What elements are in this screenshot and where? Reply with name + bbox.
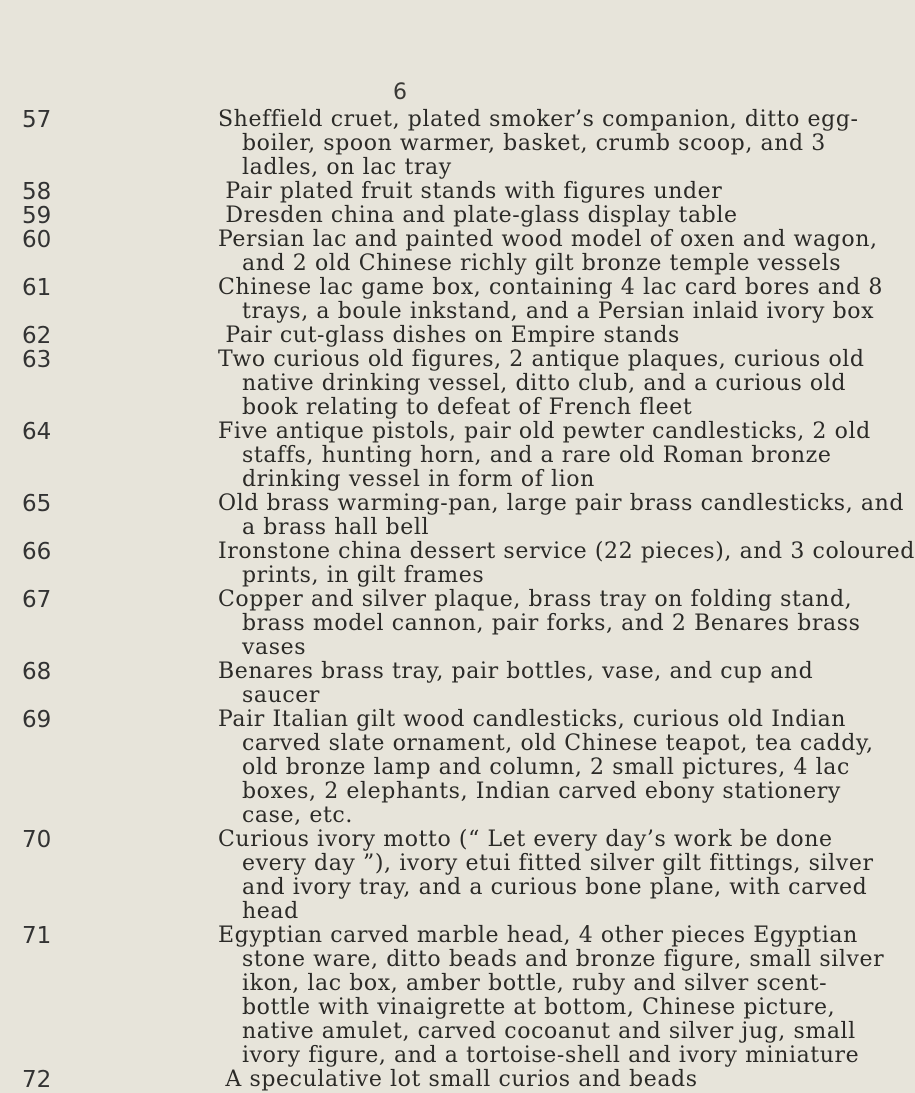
- lot-description-line: case, etc.: [242, 803, 353, 828]
- lot-description-line: Copper and silver plaque, brass tray on folding stand,: [218, 587, 853, 612]
- lot-number: 69: [22, 707, 52, 733]
- lot-description: [218, 587, 861, 660]
- lot-description-line: old bronze lamp and column, 2 small pictures, 4 lac: [242, 755, 850, 780]
- lot-description-line: ladles, on lac tray: [242, 155, 452, 180]
- lot-description-line: stone ware, ditto beads and bronze figure, small silver: [242, 947, 885, 972]
- lot-description-line: native drinking vessel, ditto club, and a curious old: [242, 371, 847, 396]
- lot-item: [0, 275, 883, 324]
- lot-number: 71: [22, 923, 52, 949]
- lot-description-line: Dresden china and plate-glass display table: [225, 203, 738, 228]
- lot-description: [218, 347, 865, 420]
- lot-item: [0, 107, 859, 180]
- lot-item: [0, 347, 865, 420]
- page-number: 6: [393, 80, 407, 105]
- lot-description-line: staffs, hunting horn, and a rare old Roman bronze: [242, 443, 832, 468]
- lot-description: [218, 107, 859, 180]
- lot-description: [227, 180, 800, 204]
- lot-description-line: boiler, spoon warmer, basket, crumb scoop, and 3: [242, 131, 826, 156]
- lot-description-line: Two curious old figures, 2 antique plaques, curious old: [218, 347, 865, 372]
- lot-description-line: vases: [242, 635, 307, 660]
- lot-item: [0, 659, 814, 708]
- lot-description: [218, 419, 871, 492]
- lot-description-line: ivory figure, and a tortoise-shell and ivory miniature: [242, 1043, 860, 1068]
- lot-number: 66: [22, 539, 52, 565]
- lot-number: 63: [22, 347, 52, 373]
- lot-number: 60: [22, 227, 52, 253]
- lot-item: [0, 587, 861, 660]
- lot-description: [218, 539, 915, 588]
- lot-number: 67: [22, 587, 52, 613]
- lot-number: 57: [22, 107, 52, 133]
- lot-description-line: carved slate ornament, old Chinese teapot, tea caddy,: [242, 731, 874, 756]
- lot-description-line: Pair plated fruit stands with figures under: [225, 179, 723, 204]
- lot-description-line: trays, a boule inkstand, and a Persian inlaid ivory box: [242, 299, 875, 324]
- lot-description-line: prints, in gilt frames: [242, 563, 485, 588]
- lot-number: 62: [22, 323, 52, 349]
- lot-description: [218, 827, 874, 924]
- lot-description-line: Sheffield cruet, plated smoker’s companion, ditto egg-: [218, 107, 859, 132]
- lot-item: [0, 204, 800, 228]
- lot-number: 61: [22, 275, 52, 301]
- lot-item: [0, 491, 905, 540]
- lot-description-line: Pair Italian gilt wood candlesticks, curious old Indian: [218, 707, 847, 732]
- lot-item: [0, 324, 800, 348]
- lot-description-line: Egyptian carved marble head, 4 other pieces Egyptian: [218, 923, 858, 948]
- lot-description-line: Benares brass tray, pair bottles, vase, and cup and: [218, 659, 814, 684]
- lot-description-line: drinking vessel in form of lion: [242, 467, 595, 492]
- lot-number: 70: [22, 827, 52, 853]
- lot-description: [227, 204, 800, 228]
- lot-description-line: native amulet, carved cocoanut and silver jug, small: [242, 1019, 856, 1044]
- lot-list: [0, 107, 915, 1093]
- lot-description: [218, 707, 874, 828]
- lot-description-line: and ivory tray, and a curious bone plane, with carved: [242, 875, 868, 900]
- lot-description-line: book relating to defeat of French fleet: [242, 395, 693, 420]
- lot-description: [218, 491, 905, 540]
- lot-description-line: every day ”), ivory etui fitted silver gilt fittings, silver: [242, 851, 874, 876]
- lot-description-line: Old brass warming-pan, large pair brass candlesticks, and: [218, 491, 905, 516]
- lot-description: [218, 275, 883, 324]
- lot-description-line: Ironstone china dessert service (22 pieces), and 3 coloured: [218, 539, 915, 564]
- lot-item: [0, 923, 885, 1068]
- lot-number: 72: [22, 1067, 52, 1093]
- lot-description-line: Persian lac and painted wood model of oxen and wagon,: [218, 227, 878, 252]
- lot-description-line: saucer: [242, 683, 321, 708]
- lot-description-line: A speculative lot small curios and beads: [225, 1067, 698, 1092]
- lot-item: [0, 419, 871, 492]
- lot-number: 59: [22, 203, 52, 229]
- lot-number: 64: [22, 419, 52, 445]
- lot-description-line: a brass hall bell: [242, 515, 430, 540]
- lot-item: [0, 227, 878, 276]
- lot-description-line: brass model cannon, pair forks, and 2 Benares brass: [242, 611, 861, 636]
- lot-item: [0, 707, 874, 828]
- lot-description-line: Curious ivory motto (“ Let every day’s work be done: [218, 827, 833, 852]
- lot-description: [227, 324, 800, 348]
- lot-description: [218, 923, 885, 1068]
- lot-item: [0, 827, 874, 924]
- lot-description-line: Five antique pistols, pair old pewter candlesticks, 2 old: [218, 419, 871, 444]
- lot-number: 65: [22, 491, 52, 517]
- lot-number: 68: [22, 659, 52, 685]
- lot-description: [218, 227, 878, 276]
- lot-description-line: head: [242, 899, 299, 924]
- lot-description-line: ikon, lac box, amber bottle, ruby and silver scent-: [242, 971, 828, 996]
- lot-description-line: boxes, 2 elephants, Indian carved ebony stationery: [242, 779, 841, 804]
- lot-item: [0, 180, 800, 204]
- lot-description-line: Pair cut-glass dishes on Empire stands: [225, 323, 680, 348]
- lot-description: [218, 659, 814, 708]
- lot-description-line: bottle with vinaigrette at bottom, Chinese picture,: [242, 995, 836, 1020]
- lot-item: [0, 1068, 800, 1092]
- lot-description: [227, 1068, 800, 1092]
- lot-item: [0, 539, 915, 588]
- lot-number: 58: [22, 179, 52, 205]
- lot-description-line: Chinese lac game box, containing 4 lac card bores and 8: [218, 275, 883, 300]
- lot-description-line: and 2 old Chinese richly gilt bronze temple vessels: [242, 251, 842, 276]
